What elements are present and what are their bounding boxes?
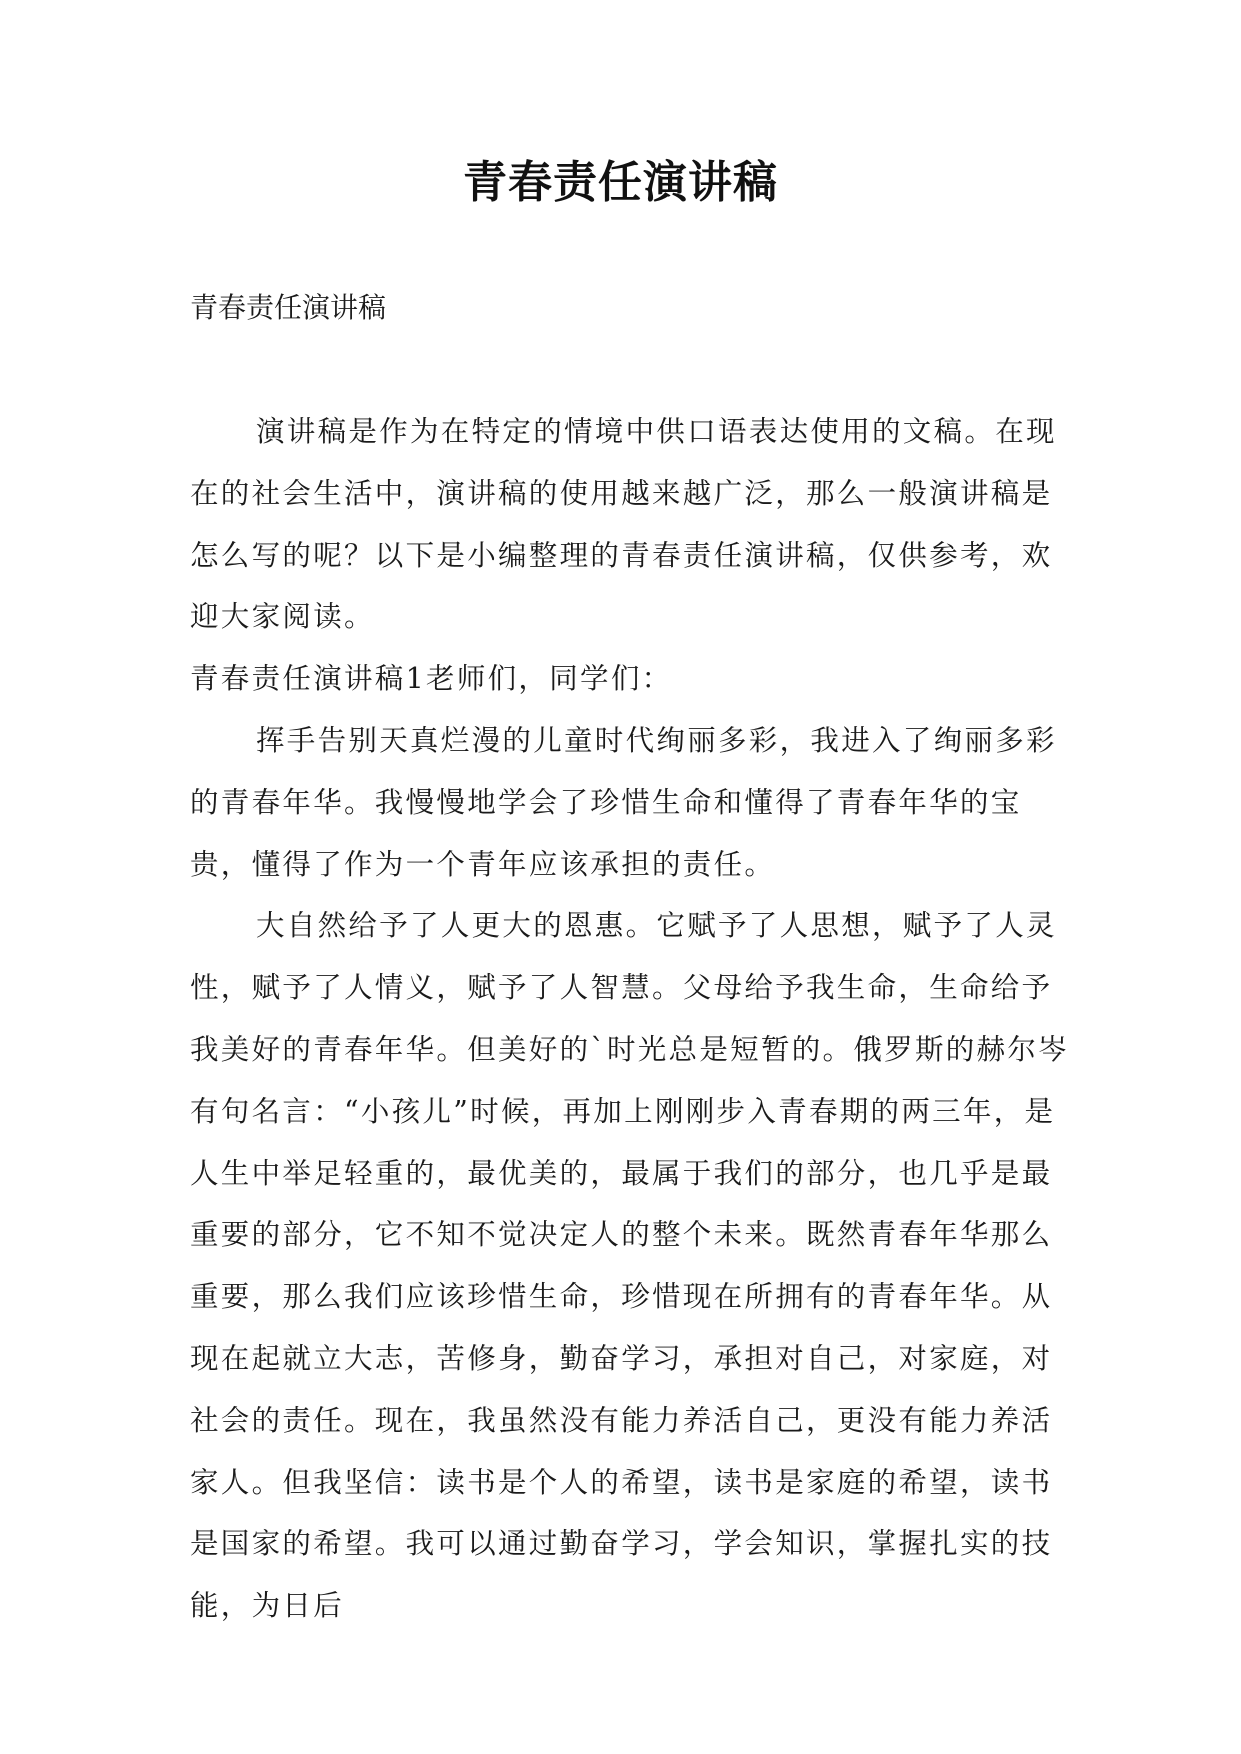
document-subtitle: 青春责任演讲稿: [190, 291, 387, 324]
document-title: 青春责任演讲稿: [463, 157, 778, 208]
paragraph-farewell-childhood: 挥手告别天真烂漫的儿童时代绚丽多彩，我进入了绚丽多彩的青春年华。我慢慢地学会了珍惜生命和懂得了青春年华的宝贵，懂得了作为一个青年应该承担的责任。: [190, 723, 1057, 881]
document-body: [190, 401, 1080, 1637]
paragraph-nature-gift: 大自然给予了人更大的恩惠。它赋予了人思想，赋予了人灵性，赋予了人情义，赋予了人智慧。父母给予我生命，生命给予我美好的青春年华。但美好的`时光总是短暂的。俄罗斯的赫尔岑有句名言：“小孩儿”时候，再加上刚刚步入青春期的两三年，是人生中举足轻重的，最优美的，最属于我们的部分，也几乎是最重要的部分，它不知不觉决定人的整个未来。既然青春年华那么重要，那么我们应该珍惜生命，珍惜现在所拥有的青春年华。从现在起就立大志，苦修身，勤奋学习，承担对自己，对家庭，对社会的责任。现在，我虽然没有能力养活自己，更没有能力养活家人。但我坚信：读书是个人的希望，读书是家庭的希望，读书是国家的希望。我可以通过勤奋学习，学会知识，掌握扎实的技能，为日后: [190, 909, 1069, 1623]
paragraph-speech-heading: 青春责任演讲稿1老师们，同学们：: [190, 662, 673, 696]
paragraph-intro: 演讲稿是作为在特定的情境中供口语表达使用的文稿。在现在的社会生活中，演讲稿的使用越来越广泛，那么一般演讲稿是怎么写的呢？以下是小编整理的青春责任演讲稿，仅供参考，欢迎大家阅读。: [190, 415, 1057, 634]
